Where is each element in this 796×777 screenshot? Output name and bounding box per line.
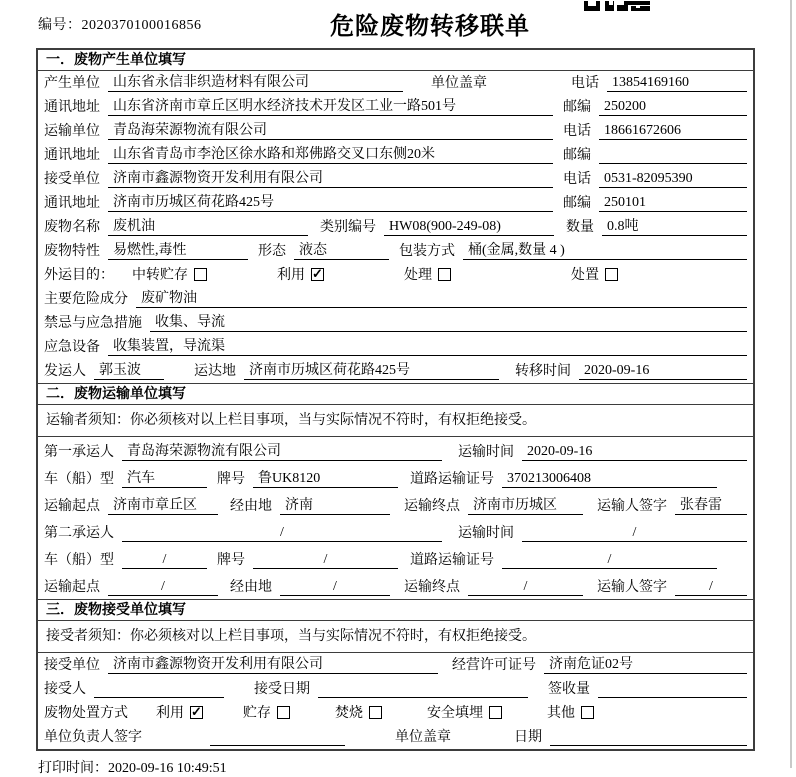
equipment-label: 应急设备 (44, 340, 100, 355)
document-number-label: 编号： (38, 18, 82, 33)
transport-time-2-value: / (522, 525, 747, 542)
row-responsible-signature (38, 725, 753, 749)
transfer-time-label: 转移时间 (515, 364, 571, 379)
row-hazard-components (38, 287, 753, 311)
purpose-option-transfer-storage (132, 264, 207, 284)
document-number (38, 14, 202, 34)
transporter-notice: 运输者须知：你必须核对以上栏目事项，当与实际情况不符时，有权拒绝接受。 (38, 405, 753, 437)
waste-qty-value: 0.8吨 (602, 215, 747, 236)
carrier-sign-1-value: 张春雷 (675, 494, 747, 515)
receiver-address-label: 通讯地址 (44, 196, 100, 211)
row-dispatcher (38, 359, 753, 383)
transfer-time-value: 2020-09-16 (579, 363, 747, 380)
received-qty-value (598, 681, 747, 698)
waste-form-value: 液态 (294, 239, 389, 260)
first-carrier-label: 第一承运人 (44, 445, 114, 460)
treat-checkbox (438, 268, 451, 281)
disposal-other-checkbox (581, 706, 594, 719)
disposal-incinerate-label: 焚烧 (335, 706, 363, 721)
receiver-phone-value: 0531-82095390 (599, 171, 747, 188)
vehicle-type-2-label: 车（船）型 (44, 553, 114, 568)
transport-time-1-value: 2020-09-16 (522, 444, 747, 461)
transfer-storage-checkbox (194, 268, 207, 281)
disposal-option-store (243, 702, 290, 722)
received-qty-label: 签收量 (548, 682, 590, 697)
document-number-value: 2020370100016856 (81, 18, 202, 33)
transporter-zip-label: 邮编 (563, 148, 591, 163)
route-start-2-value: / (108, 579, 218, 596)
carrier-sign-2-value: / (675, 579, 747, 596)
row-vehicle-2 (38, 545, 753, 572)
vehicle-type-1-value: 汽车 (122, 467, 207, 488)
producer-label: 产生单位 (44, 76, 100, 91)
receiving-company-value: 济南市鑫源物资开发利用有限公司 (108, 653, 438, 674)
treat-label: 处理 (404, 268, 432, 283)
route-end-1-value: 济南市历城区 (468, 494, 583, 515)
route-end-2-value: / (468, 579, 583, 596)
print-time (38, 757, 796, 777)
row-first-carrier (38, 437, 753, 464)
seal-label: 单位盖章 (431, 76, 487, 91)
carrier-sign-2-label: 运输人签字 (597, 580, 667, 595)
disposal-option-landfill (427, 702, 502, 722)
accept-date-label: 接受日期 (254, 682, 310, 697)
carrier-sign-1-label: 运输人签字 (597, 499, 667, 514)
road-license-2-label: 道路运输证号 (410, 553, 494, 568)
hazard-value: 废矿物油 (136, 287, 747, 308)
row-route-1 (38, 491, 753, 518)
road-license-1-label: 道路运输证号 (410, 472, 494, 487)
transport-time-2-label: 运输时间 (458, 526, 514, 541)
disposal-utilize-label: 利用 (156, 706, 184, 721)
purpose-option-dispose (571, 264, 618, 284)
receiver-address-value: 济南市历城区荷花路425号 (108, 191, 553, 212)
section-receiver-title: 三．废物接受单位填写 (38, 600, 753, 621)
route-start-2-label: 运输起点 (44, 580, 100, 595)
transporter-address-value: 山东省青岛市李沧区徐水路和郑佛路交叉口东侧20米 (108, 143, 553, 164)
row-receiver-address (38, 191, 753, 215)
plate-1-value: 鲁UK8120 (253, 467, 398, 488)
producer-phone-label: 电话 (571, 76, 599, 91)
disposal-option-utilize (156, 702, 203, 722)
transporter-label: 运输单位 (44, 124, 100, 139)
section-producer-title: 一．废物产生单位填写 (38, 50, 753, 71)
print-time-label: 打印时间： (38, 761, 108, 776)
destination-value: 济南市历城区荷花路425号 (244, 359, 499, 380)
second-carrier-label: 第二承运人 (44, 526, 114, 541)
vehicle-type-2-value: / (122, 552, 207, 569)
waste-props-value: 易燃性,毒性 (108, 239, 248, 260)
row-producer (38, 71, 753, 95)
receiver-zip-value: 250101 (599, 195, 747, 212)
section-receiver (38, 599, 753, 749)
permit-value: 济南危证02号 (544, 653, 747, 674)
second-carrier-value: / (122, 525, 442, 542)
document-header (0, 0, 796, 48)
utilize-checkbox (311, 268, 324, 281)
sign-date-value (550, 729, 747, 746)
route-via-2-value: / (280, 579, 390, 596)
transporter-phone-label: 电话 (563, 124, 591, 139)
producer-zip-value: 250200 (599, 99, 747, 116)
qr-code-fragment (584, 0, 650, 10)
waste-pack-label: 包装方式 (399, 244, 455, 259)
route-via-2-label: 经由地 (230, 580, 272, 595)
responsible-sign-value (210, 729, 345, 746)
transporter-phone-value: 18661672606 (599, 123, 747, 140)
utilize-label: 利用 (277, 268, 305, 283)
producer-address-value: 山东省济南市章丘区明水经济技术开发区工业一路501号 (108, 95, 553, 116)
disposal-option-incinerate (335, 702, 382, 722)
row-receiving-company (38, 653, 753, 677)
receiver-notice: 接受者须知：你必须核对以上栏目事项，当与实际情况不符时，有权拒绝接受。 (38, 621, 753, 653)
disposal-utilize-checkbox (190, 706, 203, 719)
purpose-option-treat (404, 264, 451, 284)
page-title: 危险废物转移联单 (330, 14, 530, 40)
route-via-1-value: 济南 (280, 494, 390, 515)
acceptor-label: 接受人 (44, 682, 86, 697)
disposal-store-checkbox (277, 706, 290, 719)
waste-props-label: 废物特性 (44, 244, 100, 259)
purpose-option-utilize (277, 264, 324, 284)
dispose-checkbox (605, 268, 618, 281)
row-transfer-purpose (38, 263, 753, 287)
route-end-1-label: 运输终点 (404, 499, 460, 514)
row-transport-company (38, 119, 753, 143)
waste-qty-label: 数量 (566, 220, 594, 235)
route-via-1-label: 经由地 (230, 499, 272, 514)
waste-code-label: 类别编号 (320, 220, 376, 235)
unit-seal-label: 单位盖章 (395, 730, 451, 745)
route-end-2-label: 运输终点 (404, 580, 460, 595)
transporter-address-label: 通讯地址 (44, 148, 100, 163)
producer-value: 山东省永信非织造材料有限公司 (108, 71, 403, 92)
disposal-method-label: 废物处置方式 (44, 706, 128, 721)
disposal-incinerate-checkbox (369, 706, 382, 719)
section-transporter-title: 二．废物运输单位填写 (38, 384, 753, 405)
dispatcher-value: 郭玉波 (94, 359, 164, 380)
disposal-store-label: 贮存 (243, 706, 271, 721)
disposal-landfill-checkbox (489, 706, 502, 719)
destination-label: 运达地 (194, 364, 236, 379)
row-receiver-company (38, 167, 753, 191)
waste-name-label: 废物名称 (44, 220, 100, 235)
acceptor-value (94, 681, 224, 698)
receiver-label: 接受单位 (44, 172, 100, 187)
disposal-option-other (547, 702, 594, 722)
waste-code-value: HW08(900-249-08) (384, 219, 554, 236)
waste-name-value: 废机油 (108, 215, 308, 236)
route-start-1-value: 济南市章丘区 (108, 494, 218, 515)
taboo-value: 收集、导流 (150, 311, 747, 332)
page-right-edge (790, 0, 792, 768)
plate-1-label: 牌号 (217, 472, 245, 487)
receiver-phone-label: 电话 (563, 172, 591, 187)
road-license-2-value: / (502, 552, 717, 569)
plate-2-value: / (253, 552, 398, 569)
transporter-value: 青岛海荣源物流有限公司 (108, 119, 553, 140)
transport-time-1-label: 运输时间 (458, 445, 514, 460)
row-emergency-equipment (38, 335, 753, 359)
purpose-label: 外运目的： (44, 268, 114, 283)
row-transport-address (38, 143, 753, 167)
section-producer (38, 50, 753, 383)
row-second-carrier (38, 518, 753, 545)
print-time-value: 2020-09-16 10:49:51 (108, 761, 227, 776)
permit-label: 经营许可证号 (452, 658, 536, 673)
equipment-value: 收集装置，导流渠 (108, 335, 747, 356)
sign-date-label: 日期 (514, 730, 542, 745)
hazard-label: 主要危险成分 (44, 292, 128, 307)
receiver-zip-label: 邮编 (563, 196, 591, 211)
road-license-1-value: 370213006408 (502, 471, 717, 488)
row-waste-name (38, 215, 753, 239)
transfer-form-table (36, 48, 755, 751)
waste-form-label: 形态 (258, 244, 286, 259)
row-acceptor (38, 677, 753, 701)
vehicle-type-1-label: 车（船）型 (44, 472, 114, 487)
section-transporter (38, 383, 753, 599)
disposal-other-label: 其他 (547, 706, 575, 721)
plate-2-label: 牌号 (217, 553, 245, 568)
responsible-sign-label: 单位负责人签字 (44, 730, 142, 745)
row-producer-address (38, 95, 753, 119)
row-disposal-method (38, 701, 753, 725)
transporter-zip-value (599, 147, 747, 164)
row-emergency-measures (38, 311, 753, 335)
waste-pack-value: 桶(金属,数量 4 ) (463, 239, 747, 260)
accept-date-value (318, 681, 528, 698)
row-waste-properties (38, 239, 753, 263)
transfer-storage-label: 中转贮存 (132, 268, 188, 283)
first-carrier-value: 青岛海荣源物流有限公司 (122, 440, 442, 461)
producer-zip-label: 邮编 (563, 100, 591, 115)
taboo-label: 禁忌与应急措施 (44, 316, 142, 331)
producer-address-label: 通讯地址 (44, 100, 100, 115)
row-route-2 (38, 572, 753, 599)
dispatcher-label: 发运人 (44, 364, 86, 379)
receiving-company-label: 接受单位 (44, 658, 100, 673)
route-start-1-label: 运输起点 (44, 499, 100, 514)
dispose-label: 处置 (571, 268, 599, 283)
row-vehicle-1 (38, 464, 753, 491)
producer-phone-value: 13854169160 (607, 75, 747, 92)
receiver-value: 济南市鑫源物资开发利用有限公司 (108, 167, 553, 188)
disposal-landfill-label: 安全填埋 (427, 706, 483, 721)
